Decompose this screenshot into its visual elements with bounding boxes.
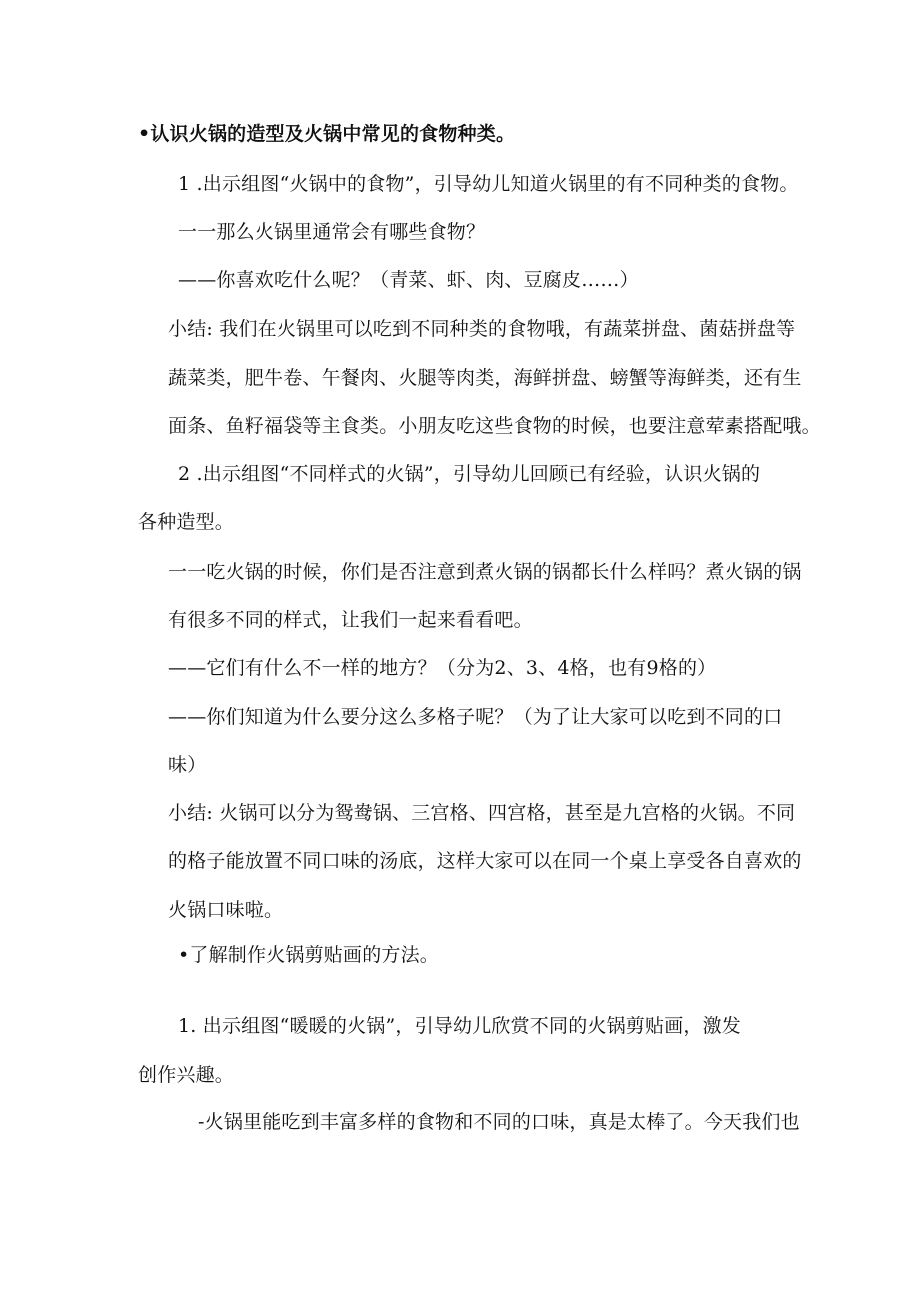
- summary-2-line-3: 火锅口味啦。: [168, 899, 284, 921]
- step-1-food-images: 1 .出示组图“火锅中的食物”，引导幼儿知道火锅里的有不同种类的食物。: [178, 173, 799, 195]
- question-why-compartments-line-1: ——你们知道为什么要分这么多格子呢？（为了让大家可以吃到不同的口: [168, 706, 783, 728]
- step-1-warm-hotpot: 1. 出示组图“暖暖的火锅”，引导幼儿欣赏不同的火锅剪贴画，激发: [178, 1015, 741, 1037]
- step-2-hotpot-styles: 2 .出示组图“不同样式的火锅”，引导幼儿回顾已有经验，认识火锅的: [178, 463, 761, 485]
- question-common-foods: 一一那么火锅里通常会有哪些食物？: [178, 221, 486, 243]
- summary-1-line-2: 蔬菜类，肥牛卷、午餐肉、火腿等肉类，海鲜拼盘、螃蟹等海鲜类，还有生: [168, 367, 802, 389]
- summary-2-line-2: 的格子能放置不同口味的汤底，这样大家可以在同一个桌上享受各自喜欢的: [168, 850, 802, 872]
- section-heading-collage-method: •了解制作火锅剪贴画的方法。: [178, 944, 440, 966]
- step-1-warm-hotpot-continuation: 创作兴趣。: [138, 1064, 235, 1086]
- summary-1-line-3: 面条、鱼籽福袋等主食类。小朋友吃这些食物的时候，也要注意荤素搭配哦。: [168, 415, 821, 437]
- summary-1-line-1: 小结: 我们在火锅里可以吃到不同种类的食物哦，有蔬菜拼盘、菌菇拼盘等: [168, 318, 796, 340]
- intro-today-activity: -火锅里能吃到丰富多样的食物和不同的口味，真是太棒了。今天我们也: [198, 1111, 800, 1133]
- question-pot-shape-line-2: 有很多不同的样式，让我们一起来看看吧。: [168, 609, 533, 631]
- section-heading-hotpot-shapes: •认识火锅的造型及火锅中常见的食物种类。: [138, 123, 516, 145]
- summary-2-line-1: 小结: 火锅可以分为鸳鸯锅、三宫格、四宫格，甚至是九宫格的火锅。不同: [168, 802, 796, 824]
- question-pot-shape-line-1: 一一吃火锅的时候，你们是否注意到煮火锅的锅都长什么样吗？煮火锅的锅: [168, 561, 802, 583]
- step-2-continuation: 各种造型。: [138, 511, 235, 533]
- question-favorite-food: ——你喜欢吃什么呢？（青菜、虾、肉、豆腐皮……）: [178, 269, 639, 291]
- question-differences: ——它们有什么不一样的地方？（分为2、3、4格，也有9格的）: [168, 657, 717, 679]
- question-why-compartments-line-2: 味）: [168, 754, 207, 776]
